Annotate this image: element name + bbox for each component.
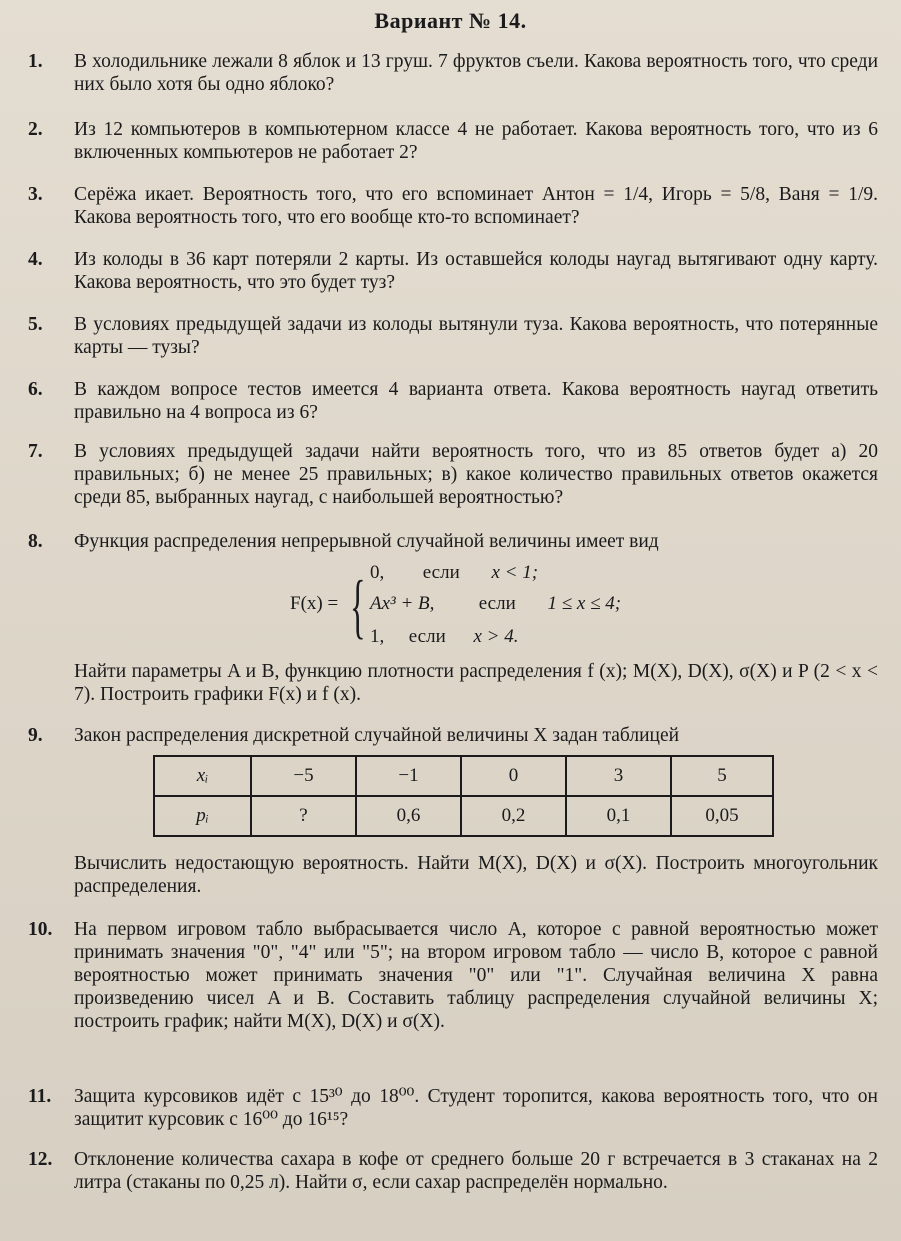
- problem-text: Отклонение количества сахара в кофе от среднего больше 20 г встречается в 3 стаканах на 2 литра (стаканы по 0,25 л). Найти σ, если сахар распределён нормально.: [74, 1149, 878, 1193]
- problem-1: [28, 50, 878, 96]
- problem-9-continuation: [28, 852, 878, 898]
- problem-6: [28, 378, 878, 424]
- problem-number: 2.: [28, 119, 43, 140]
- problem-text: В условиях предыдущей задачи из колоды вытянули туза. Какова вероятность, что потерянные карты — тузы?: [74, 314, 878, 358]
- problem-number: 10.: [28, 919, 53, 940]
- problem-text: Вычислить недостающую вероятность. Найти M(X), D(X) и σ(X). Построить многоугольник распределения.: [74, 853, 878, 897]
- problem-number: 9.: [28, 725, 43, 746]
- table-cell: 0: [461, 756, 566, 796]
- problem-text: В каждом вопросе тестов имеется 4 варианта ответа. Какова вероятность наугад ответить правильно на 4 вопроса из 6?: [74, 379, 878, 423]
- distribution-table: [153, 755, 774, 837]
- problem-text: В условиях предыдущей задачи найти вероятность того, что из 85 ответов будет а) 20 правильных; б) не менее 25 правильных; в) какое количество правильных ответов окажется среди 85, выбранных наугад, с наибольшей вероятностью?: [74, 441, 878, 508]
- table-cell: 0,2: [461, 796, 566, 836]
- problem-text: Защита курсовиков идёт с 15³⁰ до 18⁰⁰. Студент торопится, какова вероятность того, что он защитит курсовик с 16⁰⁰ до 16¹⁵?: [74, 1086, 878, 1130]
- problem-3: [28, 183, 878, 229]
- problem-number: 12.: [28, 1149, 53, 1170]
- formula-case-2: Ax³ + B, если 1 ≤ x ≤ 4;: [370, 593, 622, 614]
- problem-text: На первом игровом табло выбрасывается число A, которое с равной вероятностью может принимать значения "0", "4" или "5"; на втором игровом табло — число B, которое с равной вероятностью может принимать значения "0" или "1". Случайная величина X равна произведению чисел A и B. Составить таблицу распределения случайной величины X; построить график; найти M(X), D(X) и σ(X).: [74, 919, 878, 1032]
- problem-8: [28, 530, 878, 553]
- problem-8-continuation: [28, 660, 878, 706]
- problem-10: [28, 918, 878, 1033]
- formula-case-1: 0, если x < 1;: [370, 562, 539, 583]
- problem-number: 4.: [28, 249, 43, 270]
- table-cell: −1: [356, 756, 461, 796]
- table-cell: 0,1: [566, 796, 671, 836]
- problem-text: Серёжа икает. Вероятность того, что его вспоминает Антон = 1/4, Игорь = 5/8, Ваня = 1/9. Какова вероятность того, что его вообще кто-то вспоминает?: [74, 184, 878, 228]
- problem-text: Функция распределения непрерывной случайной величины имеет вид: [74, 531, 659, 552]
- table-row: [154, 796, 773, 836]
- table-cell: pᵢ: [154, 796, 251, 836]
- formula-lhs: F(x) =: [290, 593, 339, 614]
- problem-number: 11.: [28, 1086, 52, 1107]
- problem-text: Из 12 компьютеров в компьютерном классе 4 не работает. Какова вероятность того, что из 6 включенных компьютеров не работает 2?: [74, 119, 878, 163]
- table-cell: 5: [671, 756, 773, 796]
- formula-case-3: 1, если x > 4.: [370, 626, 519, 647]
- variant-title: Вариант № 14.: [374, 8, 527, 33]
- problem-4: [28, 248, 878, 294]
- problem-number: 1.: [28, 51, 43, 72]
- table-cell: ?: [251, 796, 356, 836]
- problem-9: [28, 724, 878, 747]
- problem-number: 8.: [28, 531, 43, 552]
- curly-brace-icon: {: [350, 566, 366, 646]
- problem-text: В холодильнике лежали 8 яблок и 13 груш. 7 фруктов съели. Какова вероятность того, что среди них было хотя бы одно яблоко?: [74, 51, 878, 95]
- problem-number: 7.: [28, 441, 43, 462]
- problem-text: Из колоды в 36 карт потеряли 2 карты. Из оставшейся колоды наугад вытягивают одну карту. Какова вероятность, что это будет туз?: [74, 249, 878, 293]
- table-cell: 0,05: [671, 796, 773, 836]
- problem-7: [28, 440, 878, 509]
- problem-2: [28, 118, 878, 164]
- problem-number: 3.: [28, 184, 43, 205]
- table-cell: −5: [251, 756, 356, 796]
- problem-5: [28, 313, 878, 359]
- table-cell: 0,6: [356, 796, 461, 836]
- problem-text: Закон распределения дискретной случайной величины X задан таблицей: [74, 725, 680, 746]
- table-cell: 3: [566, 756, 671, 796]
- problem-text: Найти параметры A и B, функцию плотности распределения f (x); M(X), D(X), σ(X) и P (2 < x < 7). Построить графики F(x) и f (x).: [74, 661, 878, 705]
- problem-number: 5.: [28, 314, 43, 335]
- table-row: [154, 756, 773, 796]
- table-cell: xᵢ: [154, 756, 251, 796]
- problem-12: [28, 1148, 878, 1194]
- problem-11: [28, 1085, 878, 1131]
- problem-number: 6.: [28, 379, 43, 400]
